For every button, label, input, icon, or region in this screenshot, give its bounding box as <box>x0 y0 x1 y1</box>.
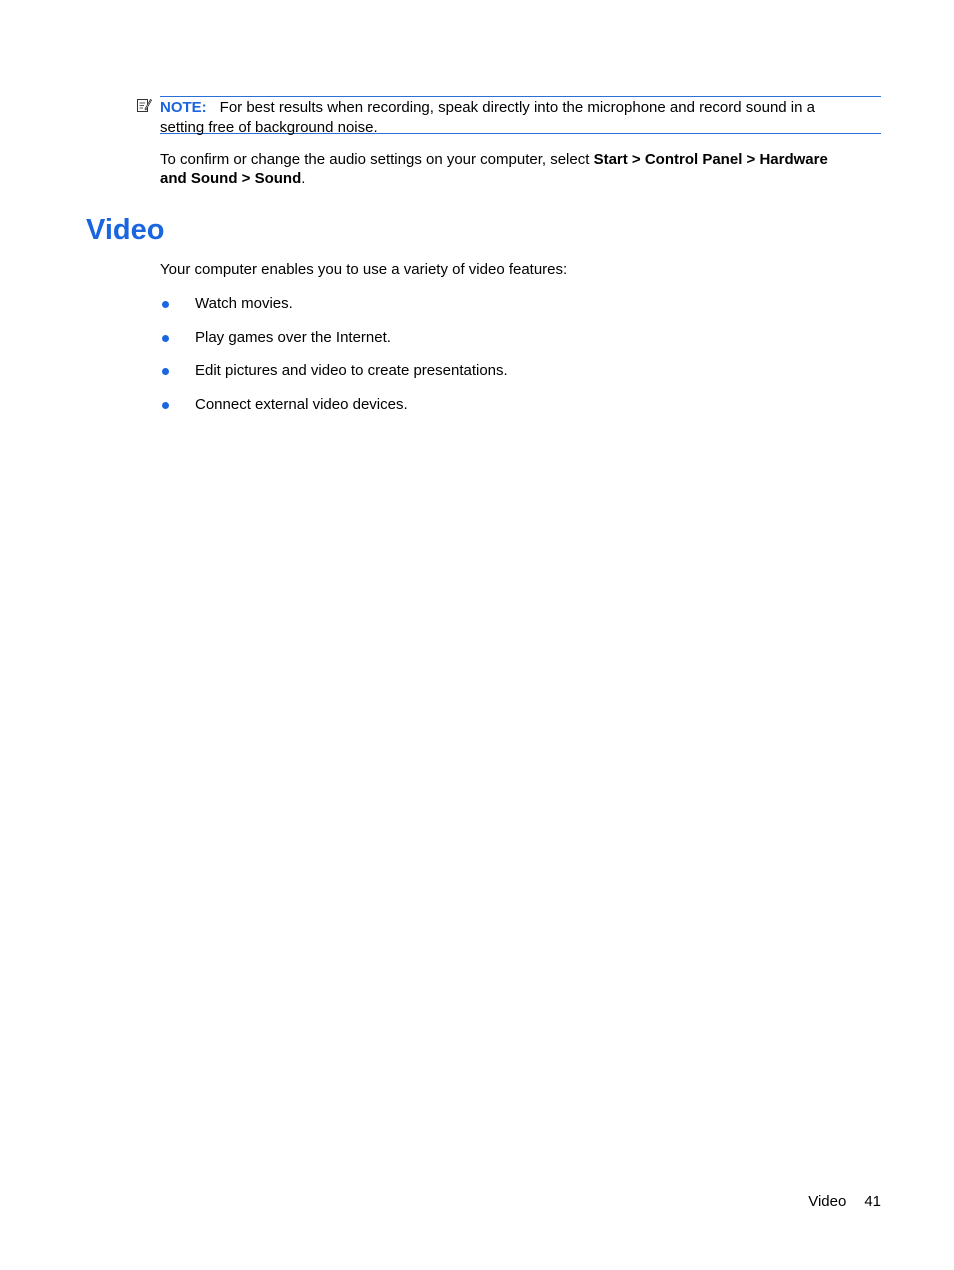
note-line-1 <box>160 98 881 118</box>
note-label: NOTE: <box>160 99 207 116</box>
audio-settings-line-2 <box>160 169 885 188</box>
note-text-1: For best results when recording, speak directly into the microphone and record sound in a <box>219 99 815 116</box>
page-footer <box>808 1192 881 1212</box>
audio-settings-line-1 <box>160 150 885 169</box>
note-line-2: setting free of background noise. <box>160 119 378 136</box>
bullet-icon <box>162 301 169 308</box>
note-pencil-icon <box>136 97 152 113</box>
list-item-text: Play games over the Internet. <box>195 329 391 346</box>
audio-settings-prefix: To confirm or change the audio settings on your computer, select <box>160 151 594 168</box>
bullet-icon <box>162 335 169 342</box>
note-box <box>160 96 881 134</box>
page-number: 41 <box>864 1193 881 1210</box>
list-item-text: Watch movies. <box>195 295 293 312</box>
bullet-icon <box>162 402 169 409</box>
audio-settings-path-2: and Sound > Sound <box>160 170 302 187</box>
audio-settings-suffix: . <box>301 170 306 187</box>
audio-settings-path-1: Start > Control Panel > Hardware <box>593 151 828 168</box>
section-intro: Your computer enables you to use a variety of video features: <box>160 261 568 278</box>
footer-section-name: Video <box>808 1193 847 1210</box>
list-item-text: Edit pictures and video to create presentations. <box>195 362 508 379</box>
section-heading: Video <box>86 214 165 246</box>
audio-settings-paragraph <box>160 150 885 188</box>
list-item-text: Connect external video devices. <box>195 396 408 413</box>
bullet-icon <box>162 368 169 375</box>
